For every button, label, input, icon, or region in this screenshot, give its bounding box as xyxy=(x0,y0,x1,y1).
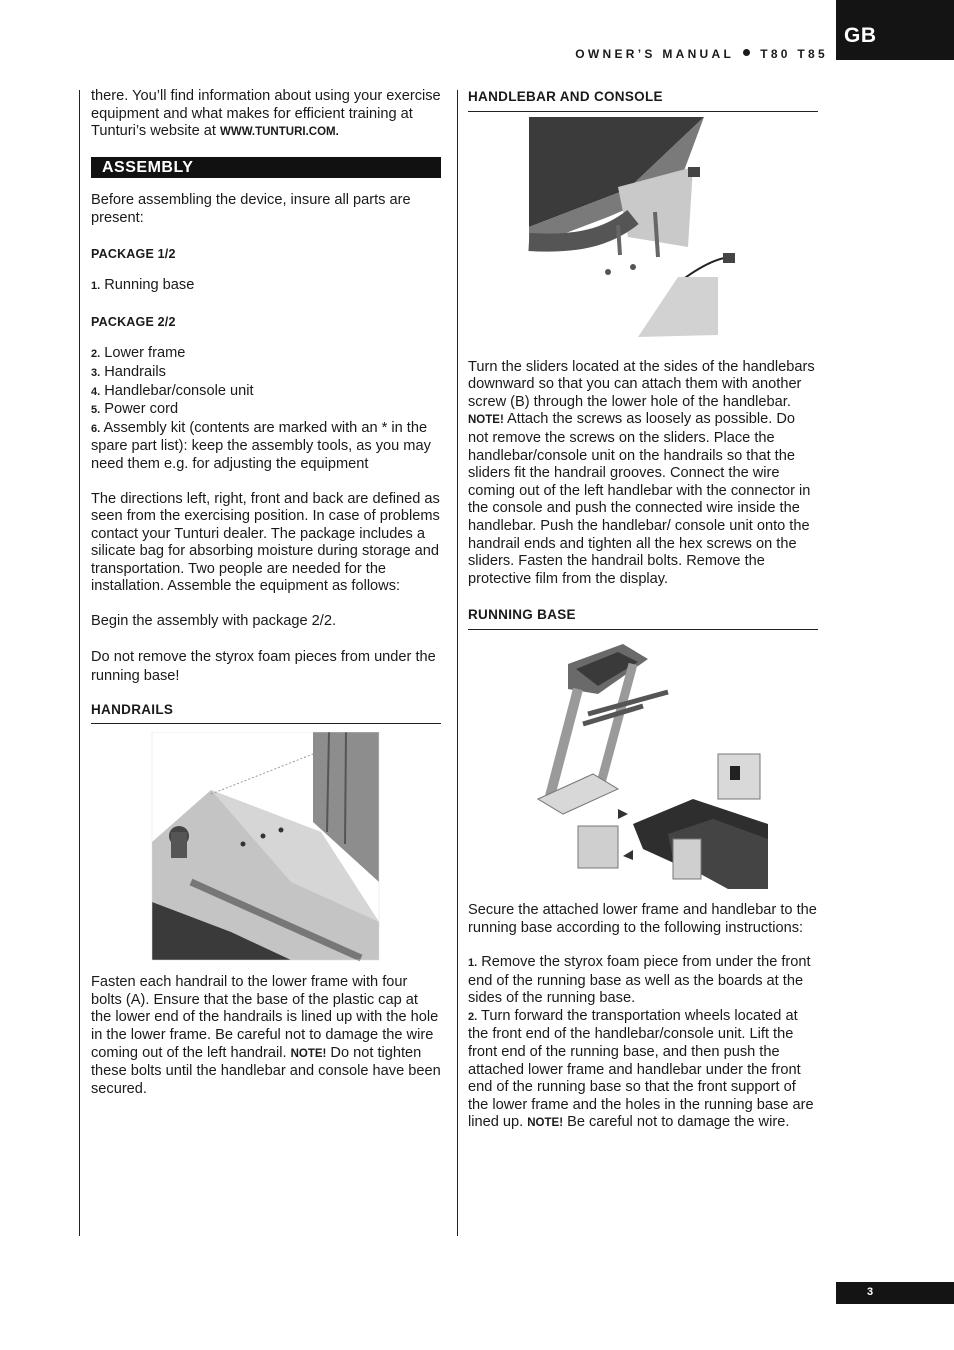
before-paragraph: Before assembling the device, insure all parts are present: xyxy=(91,192,411,226)
step-2: 2. Turn forward the transportation wheels located at the front end of the handlebar/console unit. Lift the front end of the running base, and then push the attached lower frame and handlebar under the front end of the running base so that the front support of the lower frame and the holes in the running base are lined up. NOTE! Be careful not to damage the wire. xyxy=(468,1007,814,1131)
page-number: 3 xyxy=(867,1286,874,1298)
package-2-heading: PACKAGE 2/2 xyxy=(91,314,176,329)
note-label: NOTE! xyxy=(290,1047,327,1060)
right-column xyxy=(468,88,818,1133)
list-item: 6. Assembly kit (contents are marked with an * in the spare part list): keep the assembly tools, as you may need them e.g. for adjusting the equipment xyxy=(91,419,431,472)
website-link[interactable]: WWW.TUNTURI.COM. xyxy=(219,126,339,139)
left-column xyxy=(91,88,441,1098)
step-1: 1. Remove the styrox foam piece from under the front end of the running base as well as the boards at the sides of the running base. xyxy=(468,954,811,1007)
language-tab xyxy=(836,0,954,60)
running-header xyxy=(575,47,828,61)
handlebar-console-heading: HANDLEBAR AND CONSOLE xyxy=(468,88,818,112)
handrails-figure xyxy=(91,732,441,968)
middle-rule xyxy=(457,90,458,1236)
handlebar-console-figure xyxy=(468,117,818,339)
handrails-paragraph: Fasten each handrail to the lower frame with four bolts (A). Ensure that the base of the plastic cap at the lower end of the handrails is lined up with the hole in the lower frame. Be careful not to damage the wire coming out of the left handrail. NOTE! Do not tighten these bolts until the handlebar and console have been secured. xyxy=(91,974,441,1097)
bullet-dot-icon xyxy=(743,49,750,56)
package-1-heading: PACKAGE 1/2 xyxy=(91,246,176,261)
intro-paragraph: there. You’ll find information about using your exercise equipment and what makes for efficient training at Tunturi’s website at WWW.TUNTURI.COM. xyxy=(91,88,441,140)
language-label: GB xyxy=(844,24,877,47)
list-item: 2. Lower frame xyxy=(91,345,186,362)
manual-title: OWNER’S MANUAL xyxy=(575,47,734,61)
begin-paragraph: Begin the assembly with package 2/2. xyxy=(91,613,336,630)
handlebar-console-paragraph: Turn the sliders located at the sides of the handlebars downward so that you can attach them with another screw (B) through the lower hole of the handlebar. NOTE! Attach the screws as loosely as possible. Do not remove the screws on the sliders. Place the handlebar/console unit on the handrails so that the sliders fit the handrail grooves. Connect the wire coming out of the left handlebar with the connector in the console and push the connected wire inside the handlebar. Push the handlebar/ console unit onto the handrail ends and tighten all the hex screws on the sliders. Fasten the handrail bolts. Remove the protective film from the display. xyxy=(468,358,815,587)
model-label: T80 T85 xyxy=(760,47,828,61)
list-item: 3. Handrails xyxy=(91,363,166,380)
note-label: NOTE! xyxy=(468,414,504,427)
page-number-tab xyxy=(836,1282,954,1304)
list-item: 5. Power cord xyxy=(91,401,179,418)
directions-paragraph: The directions left, right, front and back are defined as seen from the exercising position. In case of problems contact your Tunturi dealer. The package includes a silicate bag for absorbing moisture during storage and transportation. Two people are needed for the installation. Assemble the equipment as follows: xyxy=(91,490,440,595)
list-item: 1. Running base xyxy=(91,277,195,294)
assembly-heading: ASSEMBLY xyxy=(91,157,441,179)
styrox-warning: Do not remove the styrox foam pieces from under the running base! xyxy=(91,648,436,685)
running-base-heading: RUNNING BASE xyxy=(468,606,818,630)
running-base-figure xyxy=(468,644,818,896)
left-rule xyxy=(79,90,80,1236)
running-base-intro: Secure the attached lower frame and handlebar to the running base according to the following instructions: xyxy=(468,901,817,936)
list-item: 4. Handlebar/console unit xyxy=(91,382,254,399)
handrails-heading: HANDRAILS xyxy=(91,701,441,725)
note-label: NOTE! xyxy=(527,1117,564,1130)
